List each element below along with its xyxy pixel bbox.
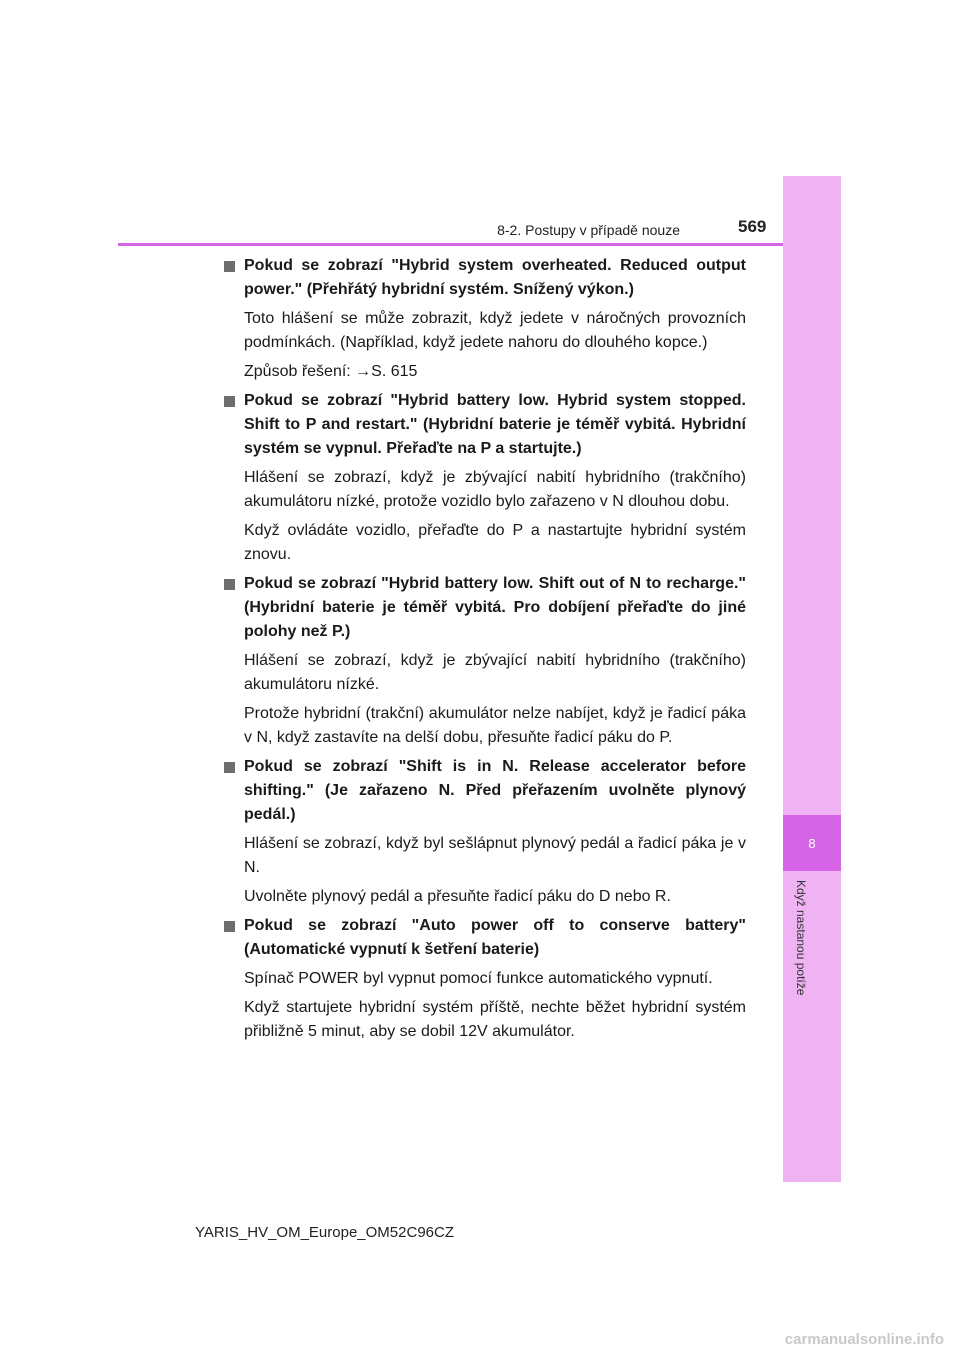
paragraph: Protože hybridní (trakční) akumulátor nelze nabíjet, když je řadicí páka v N, když zastavíte na delší dobu, přesuňte řadicí páku do P. [244, 705, 746, 746]
block-heading [224, 389, 746, 461]
block-heading [224, 572, 746, 644]
heading-text: Pokud se zobrazí "Auto power off to conserve battery" (Automatické vypnutí k šetření baterie) [244, 917, 746, 958]
message-block-shift-in-n [224, 755, 746, 909]
chapter-number-tab[interactable] [783, 815, 841, 871]
paragraph: Když ovládáte vozidlo, přeřaďte do P a nastartujte hybridní systém znovu. [244, 522, 746, 563]
watermark: carmanualsonline.info [784, 1331, 944, 1348]
paragraph: Hlášení se zobrazí, když je zbývající nabití hybridního (trakčního) akumulátoru nízké, protože vozidlo bylo zařazeno v N dlouhou dobu. [244, 469, 746, 510]
chapter-side-tab [783, 176, 841, 1182]
page-number: 569 [738, 217, 767, 236]
heading-text: Pokud se zobrazí "Hybrid system overheated. Reduced output power." (Přehřátý hybridní systém. Snížený výkon.) [244, 257, 746, 298]
section-title: 8-2. Postupy v případě nouze [497, 222, 680, 238]
block-heading [224, 914, 746, 962]
chapter-title-vertical: Když nastanou potíže [794, 880, 808, 996]
message-block-battery-low-recharge [224, 572, 746, 750]
paragraph: Hlášení se zobrazí, když byl sešlápnut plynový pedál a řadicí páka je v N. [244, 835, 746, 876]
square-bullet-icon [224, 261, 235, 272]
paragraph: Toto hlášení se může zobrazit, když jedete v náročných provozních podmínkách. (Například, když jedete nahoru do dlouhého kopce.) [244, 310, 746, 351]
square-bullet-icon [224, 921, 235, 932]
document-code-footer: YARIS_HV_OM_Europe_OM52C96CZ [195, 1224, 454, 1241]
paragraph: Způsob řešení: →S. 615 [244, 363, 418, 380]
header-divider [118, 243, 783, 246]
paragraph: Uvolněte plynový pedál a přesuňte řadicí páku do D nebo R. [244, 888, 671, 905]
message-block-battery-low-stopped [224, 389, 746, 567]
chapter-number: 8 [808, 835, 816, 851]
square-bullet-icon [224, 579, 235, 590]
block-heading [224, 755, 746, 827]
square-bullet-icon [224, 396, 235, 407]
message-block-auto-power-off [224, 914, 746, 1044]
heading-text: Pokud se zobrazí "Hybrid battery low. Hybrid system stopped. Shift to P and restart." (Hybridní baterie je téměř vybitá. Hybridní systém se vypnul. Přeřaďte na P a startujte.) [244, 392, 746, 457]
page-content [224, 254, 746, 1049]
square-bullet-icon [224, 762, 235, 773]
paragraph: Spínač POWER byl vypnut pomocí funkce automatického vypnutí. [244, 970, 713, 987]
heading-text: Pokud se zobrazí "Shift is in N. Release accelerator before shifting." (Je zařazeno N. Před přeřazením uvolněte plynový pedál.) [244, 758, 746, 823]
block-heading [224, 254, 746, 302]
paragraph: Když startujete hybridní systém příště, nechte běžet hybridní systém přibližně 5 minut, aby se dobil 12V akumulátor. [244, 999, 746, 1040]
heading-text: Pokud se zobrazí "Hybrid battery low. Shift out of N to recharge." (Hybridní baterie je téměř vybitá. Pro dobíjení přeřaďte do jiné polohy než P.) [244, 575, 746, 640]
message-block-overheated [224, 254, 746, 384]
paragraph: Hlášení se zobrazí, když je zbývající nabití hybridního (trakčního) akumulátoru nízké. [244, 652, 746, 693]
